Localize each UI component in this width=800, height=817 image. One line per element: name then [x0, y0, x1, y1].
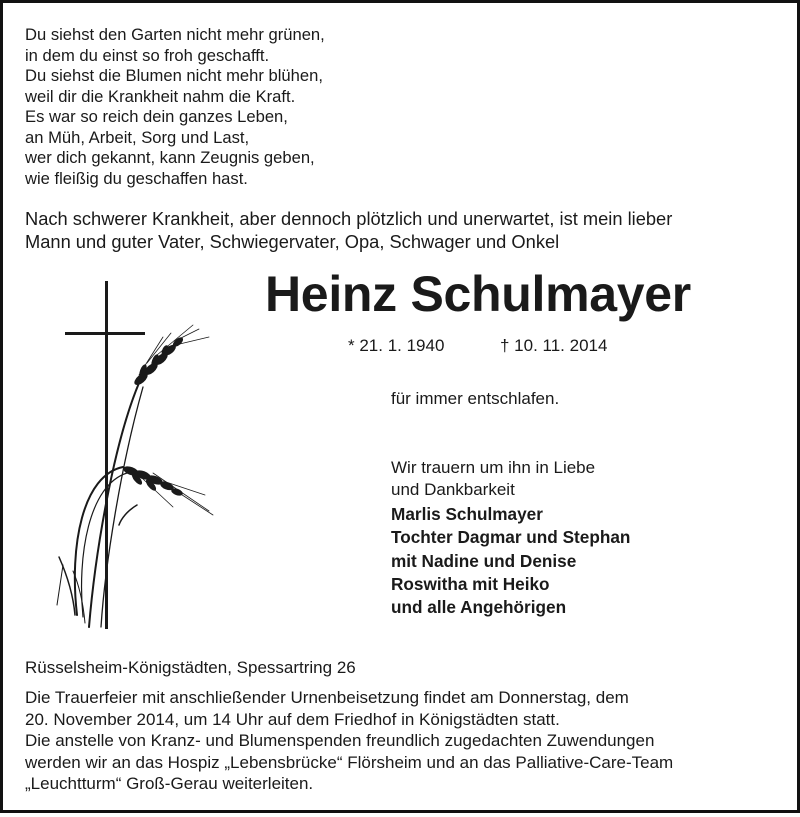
poem-line: in dem du einst so froh geschafft.	[25, 45, 270, 65]
funeral-line: „Leuchtturm“ Groß-Gerau weiterleiten.	[25, 774, 314, 794]
poem	[25, 25, 325, 189]
poem-line: wer dich gekannt, kann Zeugnis geben,	[25, 148, 315, 167]
cross-and-wheat-artwork	[43, 275, 223, 635]
poem-line: an Müh, Arbeit, Sorg und Last,	[25, 127, 250, 147]
funeral-line: werden wir an das Hospiz „Lebensbrücke“ Flörsheim und an das Palliative-Care-Team	[25, 752, 674, 772]
mourner-name: und alle Angehörigen	[391, 597, 567, 618]
address: Rüsselsheim-Königstädten, Spessartring 26	[25, 658, 356, 677]
mourner-name: Tochter Dagmar und Stephan	[391, 527, 631, 548]
poem-line: Es war so reich dein ganzes Leben,	[25, 107, 288, 126]
mourner-list	[391, 503, 630, 619]
funeral-line: 20. November 2014, um 14 Uhr auf dem Friedhof in Königstädten statt.	[25, 709, 560, 729]
cross-icon	[65, 281, 145, 629]
intro-line: Nach schwerer Krankheit, aber dennoch plötzlich und unerwartet, ist mein lieber	[25, 208, 673, 229]
mourner-name: Marlis Schulmayer	[391, 504, 543, 524]
mourning-line: und Dankbarkeit	[391, 480, 515, 499]
intro-text	[25, 207, 672, 253]
mourner-name: Roswitha mit Heiko	[391, 573, 550, 594]
death-date: † 10. 11. 2014	[500, 336, 608, 355]
funeral-details	[25, 687, 785, 795]
poem-line: wie fleißig du geschaffen hast.	[25, 168, 248, 188]
mourner-name: mit Nadine und Denise	[391, 550, 577, 571]
poem-line: weil dir die Krankheit nahm die Kraft.	[25, 86, 296, 106]
birth-date: * 21. 1. 1940	[348, 336, 445, 355]
deceased-name: Heinz Schulmayer	[265, 266, 691, 322]
passed-away-text: für immer entschlafen.	[391, 389, 560, 408]
mourning-statement	[391, 457, 595, 501]
poem-line: Du siehst den Garten nicht mehr grünen,	[25, 25, 325, 44]
wheat-icon	[57, 325, 213, 627]
mourning-line: Wir trauern um ihn in Liebe	[391, 458, 596, 477]
funeral-line: Die anstelle von Kranz- und Blumenspenden freundlich zugedachten Zuwendungen	[25, 731, 655, 751]
poem-line: Du siehst die Blumen nicht mehr blühen,	[25, 66, 323, 85]
intro-line: Mann und guter Vater, Schwiegervater, Opa, Schwager und Onkel	[25, 231, 560, 252]
funeral-line: Die Trauerfeier mit anschließender Urnenbeisetzung findet am Donnerstag, dem	[25, 688, 629, 707]
